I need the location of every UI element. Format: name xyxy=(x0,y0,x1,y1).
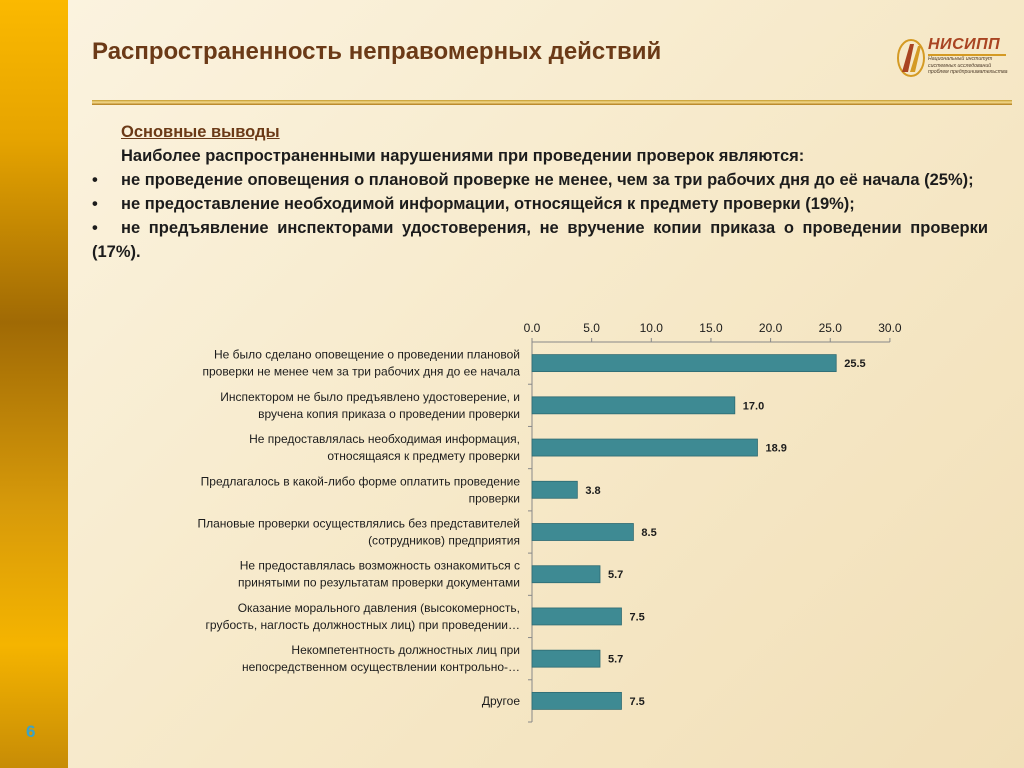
x-axis-tick-label: 25.0 xyxy=(818,321,842,335)
x-axis-tick-label: 0.0 xyxy=(523,321,541,335)
category-label: Не предоставлялась возможность ознакомиться с xyxy=(239,558,520,573)
category-label: проверки xyxy=(468,491,520,506)
summary-bullet-text: не предъявление инспекторами удостоверения, не вручение копии приказа о проведении проверки (17%). xyxy=(92,219,988,261)
bar xyxy=(532,692,621,709)
bar xyxy=(532,608,621,625)
logo-full-name: Национальный институт системных исследований проблем предпринимательства xyxy=(928,56,1008,75)
x-axis-tick-label: 10.0 xyxy=(639,321,663,335)
category-label: Инспектором не было предъявлено удостоверение, и xyxy=(220,389,520,404)
bullet-dot: • xyxy=(92,171,98,189)
logo-abbreviation: НИСИПП xyxy=(928,36,1006,56)
summary-bullet xyxy=(92,192,988,216)
bullet-dot: • xyxy=(92,219,98,237)
slide-number: 6 xyxy=(26,722,36,741)
summary-block xyxy=(92,120,988,264)
category-label: (сотрудников) предприятия xyxy=(368,533,520,548)
category-label: непосредственном осуществлении контрольно-… xyxy=(241,660,520,675)
bar-value-label: 5.7 xyxy=(608,569,624,582)
summary-bullet-text: не проведение оповещения о плановой проверке не менее, чем за три рабочих дня до её начала (25%); xyxy=(121,171,974,189)
organization-logo xyxy=(896,36,1008,80)
slide-title: Распространенность неправомерных действий xyxy=(92,38,662,65)
summary-heading: Основные выводы xyxy=(121,123,280,141)
bar-value-label: 17.0 xyxy=(742,400,765,413)
bar-value-label: 8.5 xyxy=(641,527,657,539)
category-label: вручена копия приказа о проведении проверки xyxy=(258,406,520,421)
bar xyxy=(532,566,600,583)
bar-value-label: 7.5 xyxy=(629,695,645,708)
category-label: Плановые проверки осуществлялись без представителей xyxy=(197,516,520,531)
bar-value-label: 3.8 xyxy=(585,484,601,497)
category-label: Некомпетентность должностных лиц при xyxy=(291,643,520,658)
category-label: Не предоставлялась необходимая информация, xyxy=(249,432,520,447)
bar xyxy=(532,397,735,414)
bar xyxy=(532,650,600,667)
summary-bullet-text: не предоставление необходимой информации, относящейся к предмету проверки (19%); xyxy=(121,195,855,213)
title-divider xyxy=(92,100,1012,105)
violations-bar-chart xyxy=(92,318,1024,758)
x-axis-tick-label: 5.0 xyxy=(583,321,600,335)
summary-bullet xyxy=(92,168,988,192)
bar-value-label: 18.9 xyxy=(765,442,787,455)
x-axis-tick-label: 15.0 xyxy=(699,321,723,335)
category-label: проверки не менее чем за три рабочих дня до ее начала xyxy=(202,364,520,379)
category-label: Не было сделано оповещение о проведении плановой xyxy=(213,347,520,362)
bar xyxy=(532,439,757,456)
category-label: Другое xyxy=(481,693,520,708)
category-label: грубость, наглость должностных лиц) при проведении… xyxy=(205,617,520,632)
bar xyxy=(532,355,836,372)
bar-value-label: 5.7 xyxy=(608,653,624,666)
bar-value-label: 25.5 xyxy=(844,358,866,371)
bar xyxy=(532,524,633,541)
side-decoration-bar xyxy=(0,0,68,768)
category-label: Предлагалось в какой-либо форме оплатить проведение xyxy=(200,474,520,489)
bullet-dot: • xyxy=(92,195,98,213)
category-label: Оказание морального давления (высокомерность, xyxy=(237,600,520,615)
category-label: относящаяся к предмету проверки xyxy=(327,449,520,464)
x-axis-tick-label: 20.0 xyxy=(758,321,783,335)
category-label: принятыми по результатам проверки документами xyxy=(238,575,520,590)
x-axis-tick-label: 30.0 xyxy=(878,321,902,335)
logo-emblem-icon xyxy=(896,38,926,78)
summary-bullet xyxy=(92,216,988,264)
bar xyxy=(532,481,577,498)
bar-value-label: 7.5 xyxy=(629,611,645,624)
summary-intro: Наиболее распространенными нарушениями при проведении проверок являются: xyxy=(121,147,805,165)
chart-canvas xyxy=(92,318,1024,758)
